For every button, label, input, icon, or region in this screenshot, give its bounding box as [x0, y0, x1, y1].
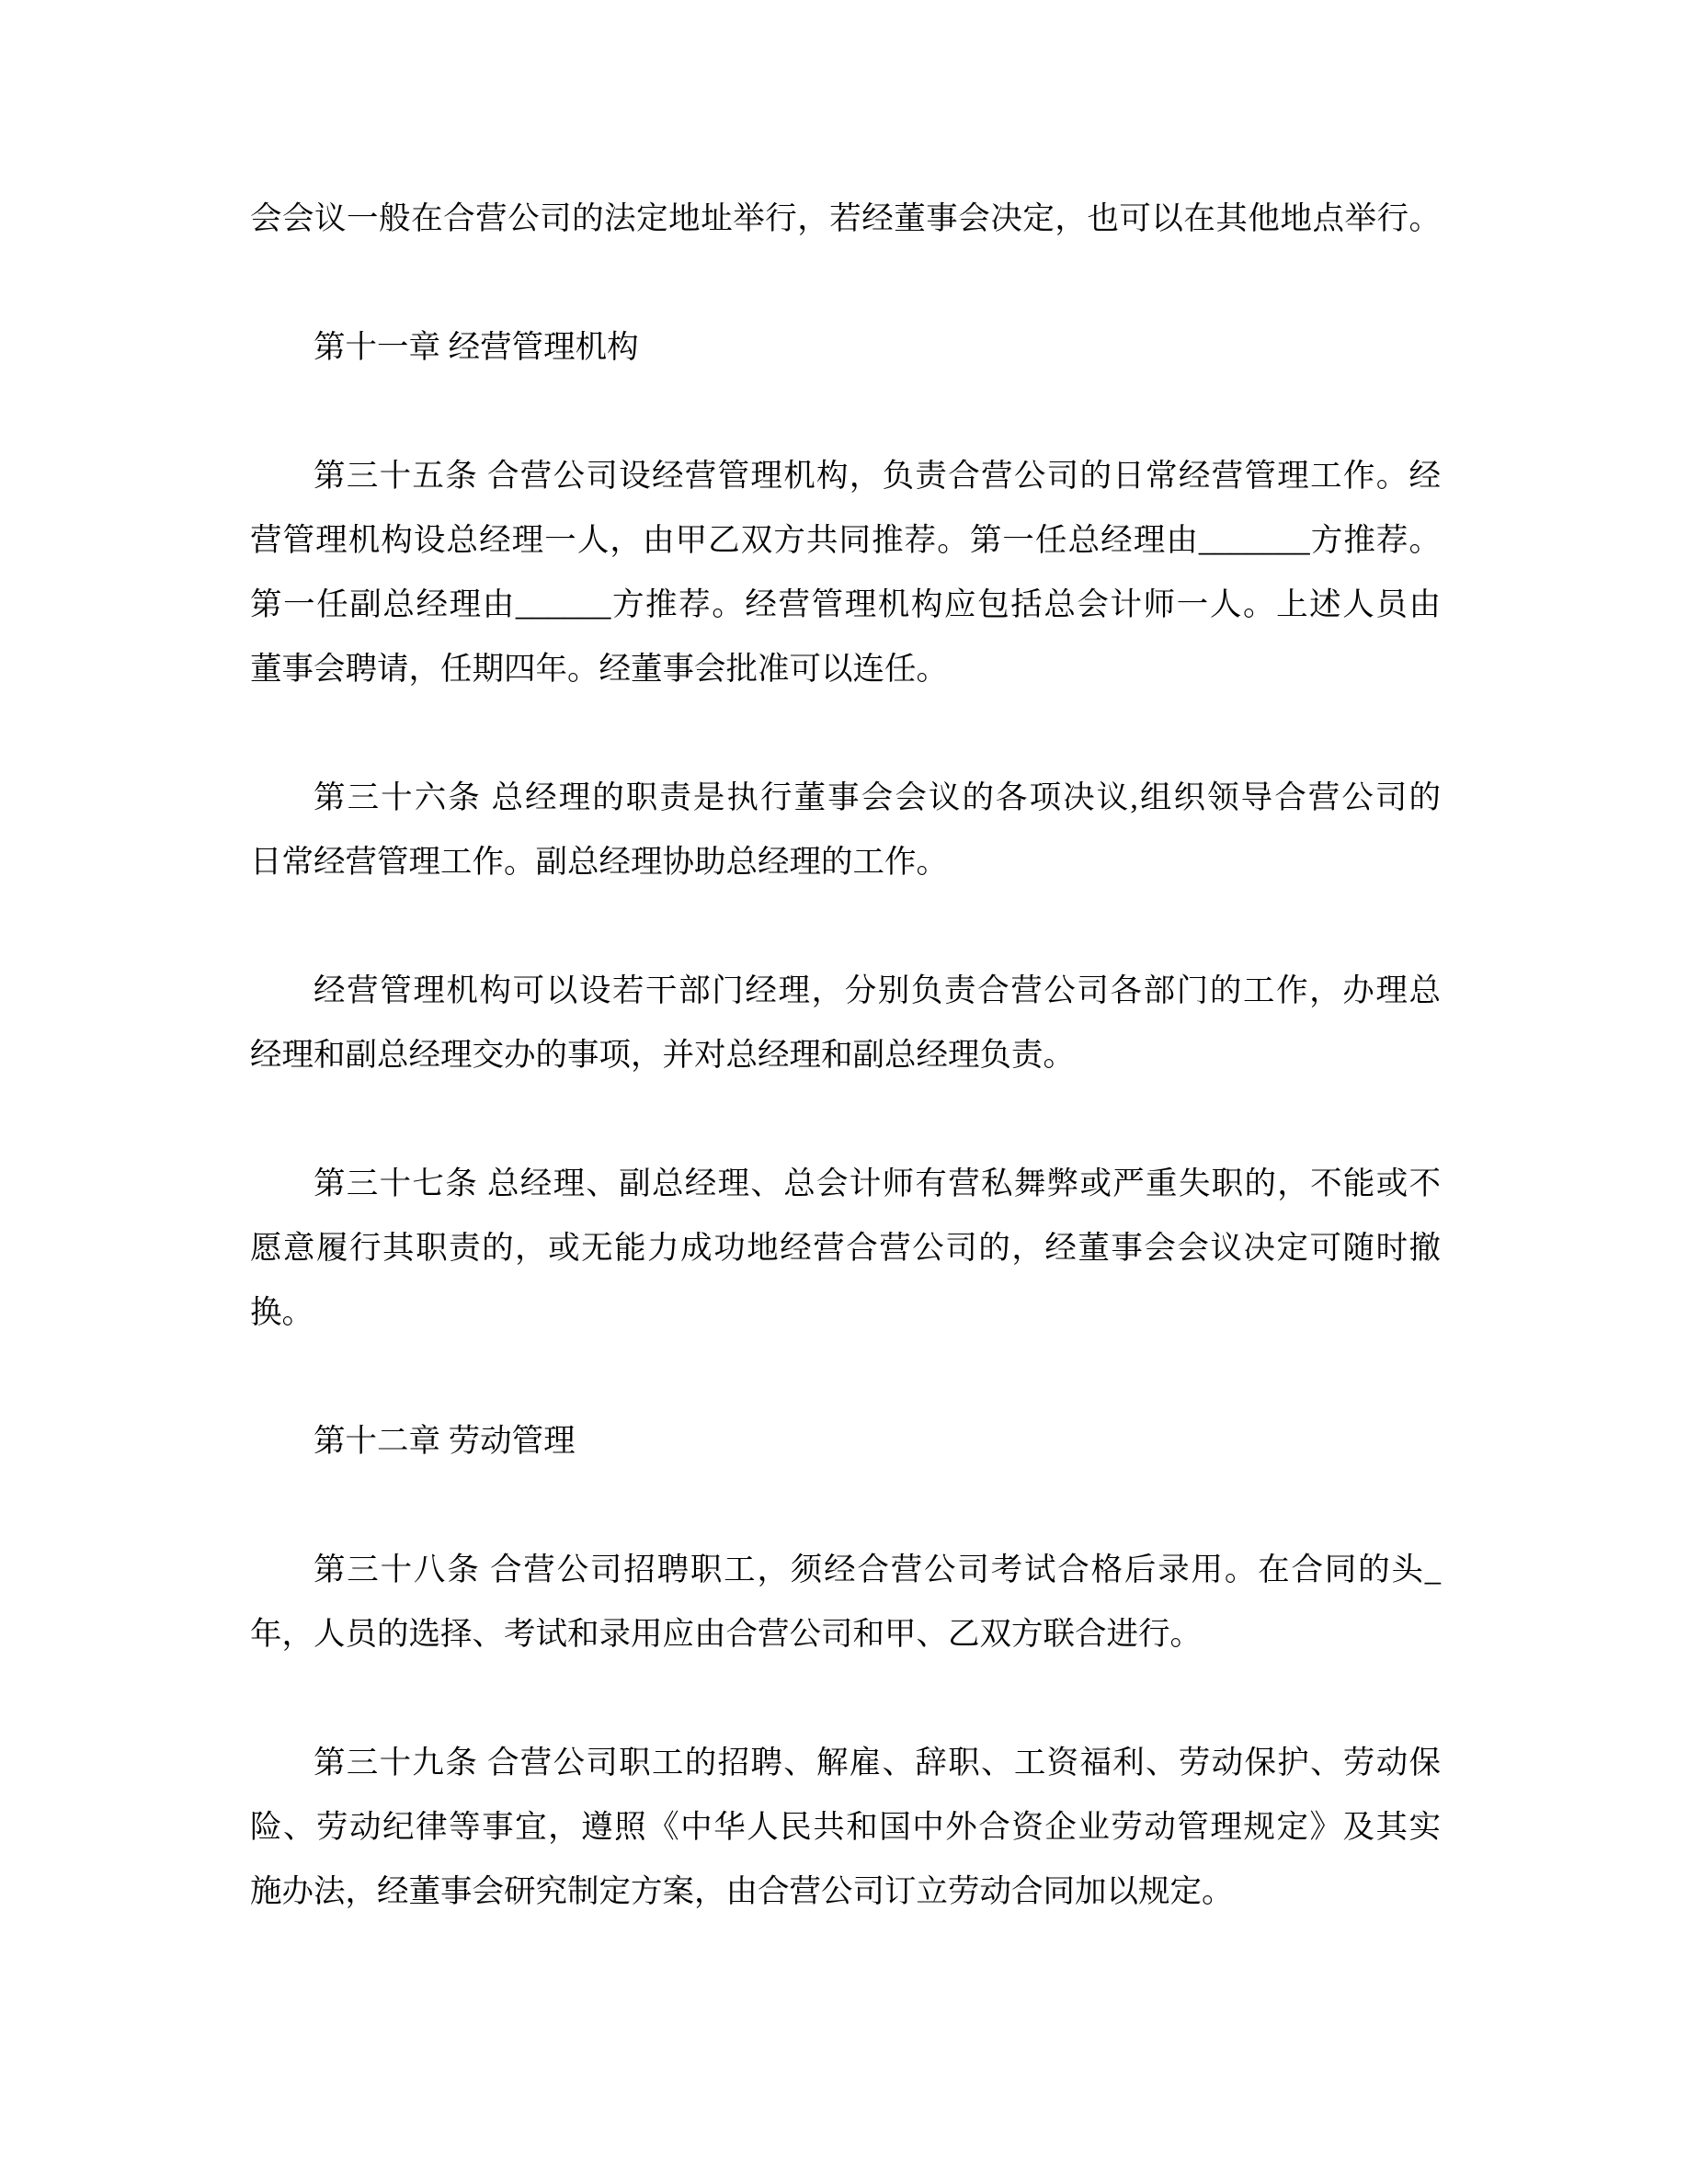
para-article-35	[250, 444, 1441, 701]
text-line: 施办法，经董事会研究制定方案，由合营公司订立劳动合同加以规定。	[250, 1874, 1234, 1909]
text-line: 第十二章 劳动管理	[314, 1424, 576, 1459]
para-article-38	[250, 1538, 1441, 1666]
text-line: 营管理机构设总经理一人，由甲乙双方共同推荐。第一任总经理由_______方推荐。	[250, 523, 1441, 558]
para-article-36	[250, 766, 1441, 894]
para-article-37	[250, 1152, 1441, 1345]
text-line: 愿意履行其职责的，或无能力成功地经营合营公司的，经董事会会议决定可随时撤	[250, 1231, 1441, 1266]
text-line: 会会议一般在合营公司的法定地址举行，若经董事会决定，也可以在其他地点举行。	[250, 201, 1441, 236]
text-line: 第一任副总经理由______方推荐。经营管理机构应包括总会计师一人。上述人员由	[250, 587, 1441, 622]
text-line: 换。	[250, 1295, 314, 1330]
heading-chapter-12	[250, 1409, 1441, 1473]
text-line: 第三十六条 总经理的职责是执行董事会会议的各项决议,组织领导合营公司的	[314, 780, 1441, 815]
text-line: 第三十五条 合营公司设经营管理机构，负责合营公司的日常经营管理工作。经	[314, 459, 1441, 494]
heading-chapter-11	[250, 315, 1441, 380]
text-line: 董事会聘请，任期四年。经董事会批准可以连任。	[250, 652, 948, 687]
document-body	[250, 187, 1441, 1924]
text-line: 日常经营管理工作。副总经理协助总经理的工作。	[250, 845, 948, 880]
text-line: 险、劳动纪律等事宜，遵照《中华人民共和国中外合资企业劳动管理规定》及其实	[250, 1810, 1441, 1845]
text-line: 第十一章 经营管理机构	[314, 330, 639, 365]
text-line: 经理和副总经理交办的事项，并对总经理和副总经理负责。	[250, 1038, 1075, 1073]
para-board-meeting-location	[250, 187, 1441, 251]
text-line: 第三十八条 合营公司招聘职工，须经合营公司考试合格后录用。在合同的头_	[314, 1553, 1441, 1587]
para-article-39	[250, 1731, 1441, 1924]
text-line: 第三十七条 总经理、副总经理、总会计师有营私舞弊或严重失职的，不能或不	[314, 1166, 1441, 1201]
text-line: 经营管理机构可以设若干部门经理，分别负责合营公司各部门的工作，办理总	[314, 973, 1441, 1008]
para-department-managers	[250, 959, 1441, 1087]
text-line: 第三十九条 合营公司职工的招聘、解雇、辞职、工资福利、劳动保护、劳动保	[314, 1746, 1441, 1780]
text-line: 年，人员的选择、考试和录用应由合营公司和甲、乙双方联合进行。	[250, 1617, 1202, 1652]
